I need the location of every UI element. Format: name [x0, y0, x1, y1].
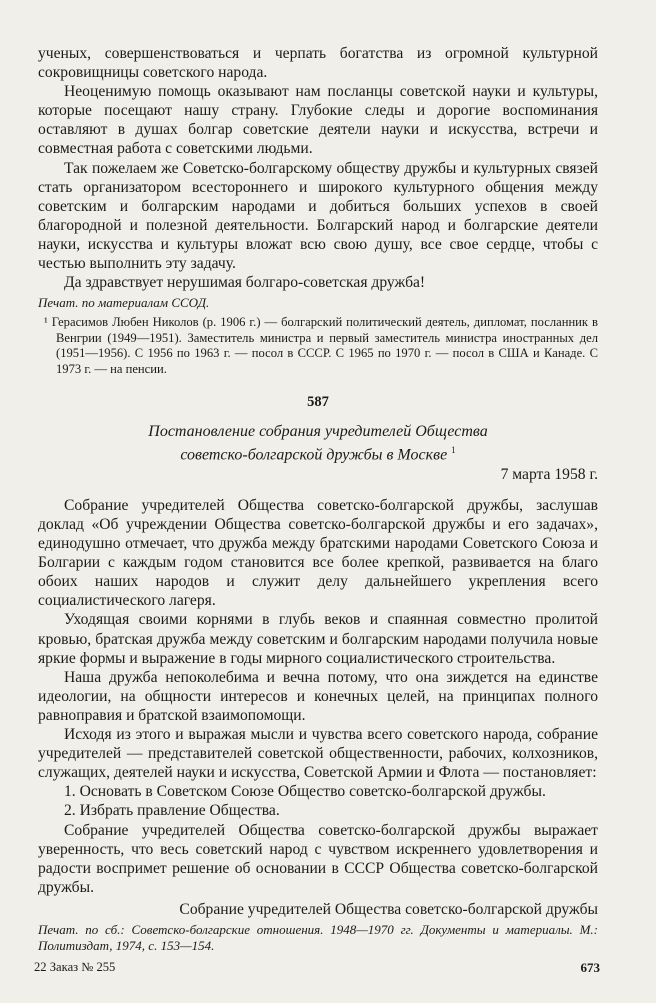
print-order-mark: 22 Заказ № 255 — [34, 960, 116, 974]
paragraph: Исходя из этого и выражая мысли и чувства всего советского народа, собрание учредителей — представителей советской общественности, рабочих, колхозников, служащих, деятелей науки и искусства, Советской Армии и Флота — постановляет: — [38, 726, 598, 782]
paragraph: Собрание учредителей Общества советско-болгарской дружбы выражает уверенность, что весь советский народ с чувством искреннего удовлетворения и радости воспримет решение об основании в СССР Общества советско-болгарской дружбы. — [38, 821, 598, 896]
resolution-item: 1. Основать в Советском Союзе Общество советско-болгарской дружбы. — [64, 783, 546, 801]
document-title — [38, 422, 598, 464]
page-number: 673 — [580, 960, 600, 975]
source-note: Печат. по материалам ССОД. — [38, 295, 210, 311]
document-date: 7 марта 1958 г. — [500, 465, 598, 483]
closing-slogan: Да здравствует нерушимая болгаро-советская дружба! — [64, 274, 426, 292]
paragraph: Наша дружба непоколебима и вечна потому, что она зиждется на единстве идеологии, на общности интересов и конечных целей, на принципах полного равноправия и братской взаимопомощи. — [38, 668, 598, 724]
footnote-mark: 1 — [451, 444, 456, 455]
document-title-line — [38, 441, 598, 464]
paragraph: Уходящая своими корнями в глубь веков и спаянная совместно пролитой кровью, братская дружба между советским и болгарским народами получила новые яркие формы и выражение в годы мирного социалистического строительства. — [38, 611, 598, 667]
paragraph: Неоценимую помощь оказывают нам посланцы советской науки и культуры, которые посещают нашу страну. Глубокие следы и дорогие воспоминания оставляют в душах болгар советские деятели науки и искусства, встречи и совместная работа с советскими людьми. — [38, 83, 598, 158]
paragraph: Так пожелаем же Советско-болгарскому обществу дружбы и культурных связей стать организатором всестороннего и широкого культурного общения между советским и болгарским народами и добиться больших успехов в своей благородной и полезной деятельности. Болгарский народ и болгарские деятели науки, искусства и культуры вложат всю свою душу, все свое сердце, чтобы с честью выполнить эту задачу. — [38, 159, 598, 273]
document-title-line: Постановление собрания учредителей Общества — [148, 422, 488, 440]
paragraph: ученых, совершенствоваться и черпать богатства из огромной культурной сокровищницы советского народа. — [38, 45, 598, 82]
signature: Собрание учредителей Общества советско-болгарской дружбы — [179, 900, 598, 918]
document-page — [38, 44, 598, 955]
footnote: ¹ Герасимов Любен Николов (р. 1906 г.) — болгарский политический деятель, дипломат, посланник в Венгрии (1949—1951). Заместитель министра и первый заместитель министра иностранных дел (1951—1956). С 1956 по 1963 г. — посол в СССР. С 1965 по 1970 г. — посол в США и Канаде. С 1973 г. — на пенсии. — [44, 315, 598, 376]
document-number: 587 — [307, 393, 329, 410]
publication-source: Печат. по сб.: Советско-болгарские отношения. 1948—1970 гг. Документы и материалы. М.: Политиздат, 1974, с. 153—154. — [38, 921, 598, 954]
resolution-item: 2. Избрать правление Общества. — [64, 802, 280, 820]
paragraph: Собрание учредителей Общества советско-болгарской дружбы, заслушав доклад «Об учреждении Общества советско-болгарской дружбы и его задачах», единодушно отмечает, что дружба между братскими народами Советского Союза и Болгарии с каждым годом становится все более крепкой, развивается на благо обоих наших народов и служит делу дальнейшего укрепления всего социалистического лагеря. — [38, 496, 598, 610]
document-title-text: советско-болгарской дружбы в Москве — [180, 445, 448, 463]
